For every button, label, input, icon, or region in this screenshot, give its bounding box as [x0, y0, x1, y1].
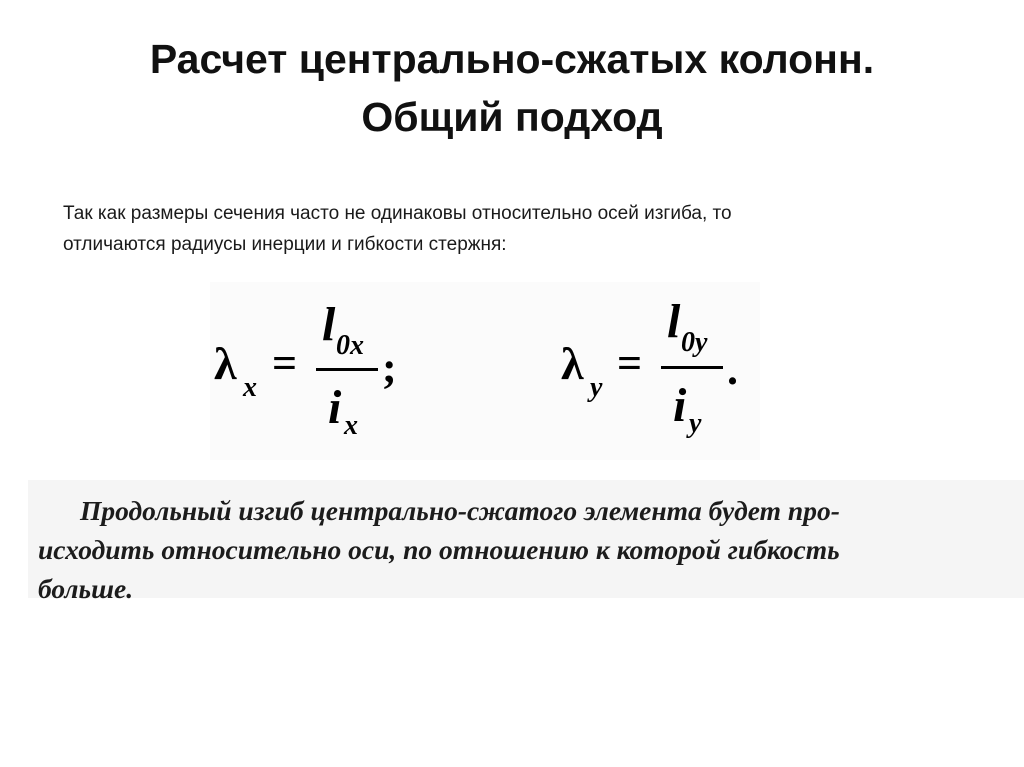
numerator-l: l: [667, 295, 681, 348]
note-line-3: больше.: [38, 573, 134, 604]
formula-lambda-x: [210, 282, 485, 460]
equals-sign: =: [272, 339, 298, 388]
lambda-subscript: x: [243, 372, 257, 403]
scanned-note: [38, 491, 1018, 608]
intro-line-2: отличаются радиусы инерции и гибкости стержня:: [63, 234, 507, 255]
equals-sign: =: [617, 339, 643, 388]
lambda-symbol: λ: [214, 338, 237, 389]
denominator-subscript: x: [344, 410, 358, 441]
period: .: [727, 345, 738, 394]
semicolon: ;: [382, 343, 397, 392]
fraction-bar: [316, 368, 378, 371]
numerator-subscript: 0y: [681, 327, 708, 358]
fraction-bar: [661, 366, 723, 369]
note-line-2: исходить относительно оси, по отношению к которой гибкость: [38, 534, 840, 565]
numerator-l: l: [322, 298, 336, 351]
slide-title-line-2: Общий подход: [361, 94, 663, 140]
lambda-symbol: λ: [561, 338, 584, 389]
note-line-1: Продольный изгиб центрально-сжатого элемента будет про-: [80, 495, 840, 526]
denominator-i: i: [328, 381, 342, 434]
formula-lambda-y: [555, 282, 760, 460]
slide-title-line-1: Расчет центрально-сжатых колонн.: [149, 36, 875, 82]
denominator-subscript: y: [689, 408, 702, 439]
intro-paragraph: [63, 198, 963, 260]
intro-line-1: Так как размеры сечения часто не одинаковы относительно осей изгиба, то: [63, 203, 732, 224]
lambda-subscript: y: [590, 372, 603, 403]
denominator-i: i: [673, 379, 687, 432]
slide-title: [0, 30, 1024, 146]
formula-image: [210, 282, 760, 460]
numerator-subscript: 0x: [336, 330, 364, 361]
